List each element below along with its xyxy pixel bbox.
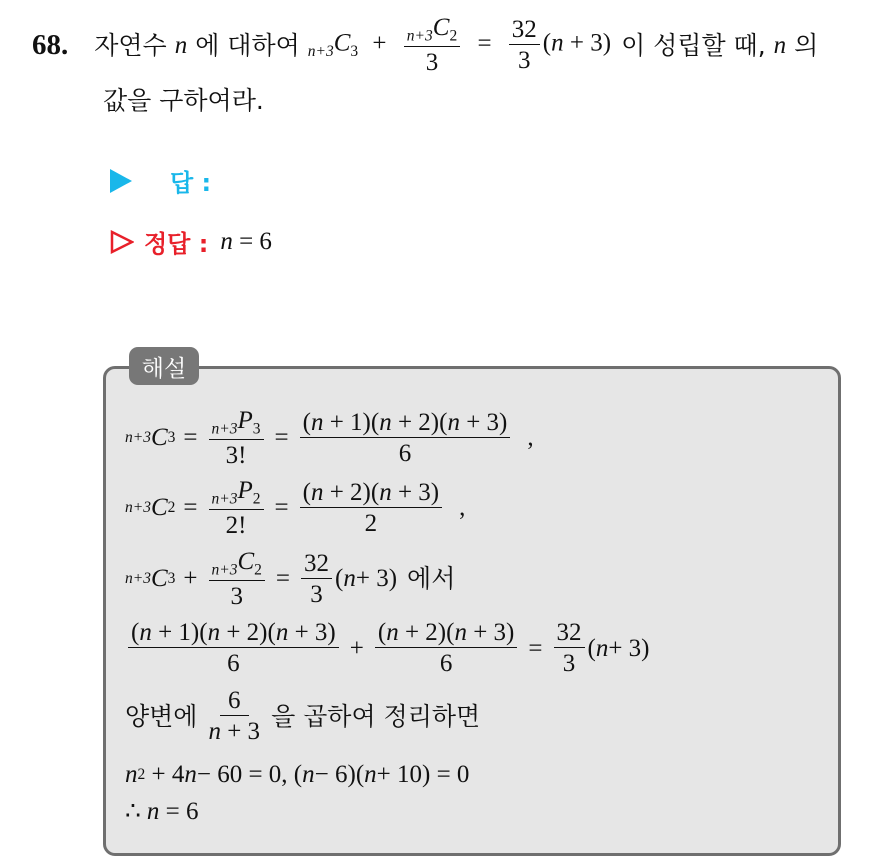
outline-arrow-icon — [110, 230, 134, 254]
problem-text: 의 — [794, 30, 819, 60]
problem-text: 자연수 — [94, 30, 167, 60]
equation: $_{n+3}C_3$ + $\frac{_{n+3}C_2}{3}$ = $\frac{32}{3}$ (n + 3) — [307, 14, 612, 76]
correct-answer-value: n = 6 — [220, 227, 272, 255]
correct-answer-label: 정답 : — [144, 230, 209, 258]
solution-line-4: $\frac{(n + 1)(n + 2)(n + 3)}{6}$ + $\frac{(n + 2)(n + 3)}{6}$ = $\frac{32}{3}$ ( n + 3) — [125, 620, 650, 676]
solution-line-2: n+3 C 2 = $\frac{_{n+3}P_2}{2!}$ = $\frac{(n + 2)(n + 3)}{2}$ , — [125, 477, 466, 539]
solution-line-6: n 2 + 4 n − 60 = 0, ( n − 6)( n + 10) = 0 — [125, 761, 470, 788]
variable-n: n — [174, 31, 188, 59]
answer-row — [110, 163, 211, 198]
play-arrow-icon — [110, 169, 132, 193]
solution-text: 을 곱하여 정리하면 — [271, 701, 481, 731]
problem-number: 68. — [32, 28, 69, 61]
variable-n: n — [773, 31, 787, 59]
problem-text: 에 대하여 — [195, 30, 300, 60]
problem-text: 이 성립할 때, — [621, 30, 766, 60]
correct-answer-row — [110, 224, 272, 259]
solution-line-7: ∴ n = 6 — [125, 798, 199, 825]
solution-text: 에서 — [407, 564, 456, 594]
solution-line-3: n+3 C 3 + $\frac{_{n+3}C_2}{3}$ = $\frac{32}{3}$ ( n + 3) 에서 — [125, 548, 456, 610]
solution-line-5: 양변에 $\frac{6}{n + 3}$ 을 곱하여 정리하면 — [125, 687, 481, 745]
answer-label: 답 : — [170, 169, 212, 197]
solution-badge: 해설 — [129, 347, 199, 385]
problem-line-2: 값을 구하여라. — [103, 86, 264, 115]
problem-line-1 — [32, 14, 819, 76]
solution-text: 양변에 — [125, 701, 198, 731]
solution-line-1: n+3 C 3 = $\frac{_{n+3}P_3}{3!}$ = $\frac{(n + 1)(n + 2)(n + 3)}{6}$ , — [125, 407, 534, 469]
